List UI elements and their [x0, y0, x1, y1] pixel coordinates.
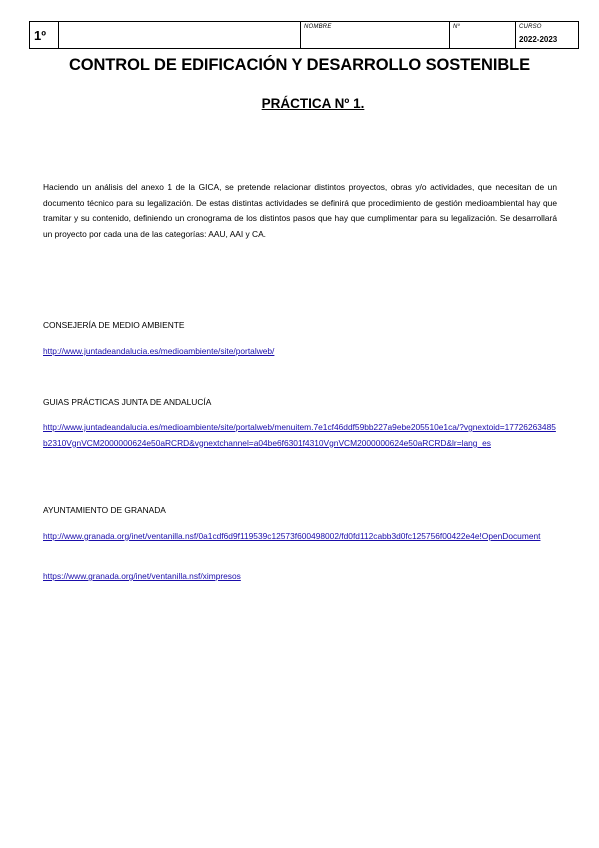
section-heading-ayuntamiento: AYUNTAMIENTO DE GRANADA	[43, 505, 166, 515]
course-year: 2022-2023	[519, 35, 558, 44]
name-label: NOMBRE	[304, 24, 332, 30]
course-level: 1º	[34, 28, 46, 43]
link-consejeria[interactable]: http://www.juntadeandalucia.es/medioambiente/site/portalweb/	[43, 346, 275, 356]
link-ayuntamiento-2[interactable]: https://www.granada.org/inet/ventanilla.nsf/ximpresos	[43, 571, 241, 581]
header-table	[29, 21, 579, 49]
practice-title: PRÁCTICA Nº 1.	[261, 96, 365, 111]
level-cell	[30, 22, 59, 48]
name-cell	[301, 22, 450, 48]
link-ayuntamiento-1[interactable]: http://www.granada.org/inet/ventanilla.nsf/0a1cdf6d9f119539c12573f600498002/fd0fd112cabb3d0fc125756f00422e4e!OpenDocument	[43, 531, 541, 541]
course-cell	[516, 22, 578, 48]
intro-paragraph: Haciendo un análisis del anexo 1 de la GICA, se pretende relacionar distintos proyectos, obras y/o actividades, que necesitan de un documento técnico para su legalización. De estas distintas actividades se definirá que procedimiento de gestión medioambiental hay que tramitar y su contenido, definiendo un cronograma de los distintos pasos que hay que cumplimentar para su legalización. Se desarrollará un proyecto por cada una de las categorías: AAU, AAI y CA.	[43, 182, 557, 239]
blank-cell	[59, 22, 301, 48]
number-label: Nº	[453, 24, 460, 30]
section-heading-consejeria: CONSEJERÍA DE MEDIO AMBIENTE	[43, 320, 185, 330]
number-cell	[450, 22, 516, 48]
link-guias[interactable]: http://www.juntadeandalucia.es/medioambiente/site/portalweb/menuitem.7e1cf46ddf59bb227a9ebe205510e1ca/?vgnextoid=17726263485b2310VgnVCM2000000624e50aRCRD&vgnextchannel=a04be6f6301f4310VgnVCM2000000624e50aRCRD&lr=lang_es	[43, 422, 556, 448]
section-heading-guias: GUIAS PRÁCTICAS JUNTA DE ANDALUCÍA	[43, 397, 212, 407]
document-title: CONTROL DE EDIFICACIÓN Y DESARROLLO SOSTENIBLE	[68, 56, 531, 74]
course-label: CURSO	[519, 24, 542, 30]
